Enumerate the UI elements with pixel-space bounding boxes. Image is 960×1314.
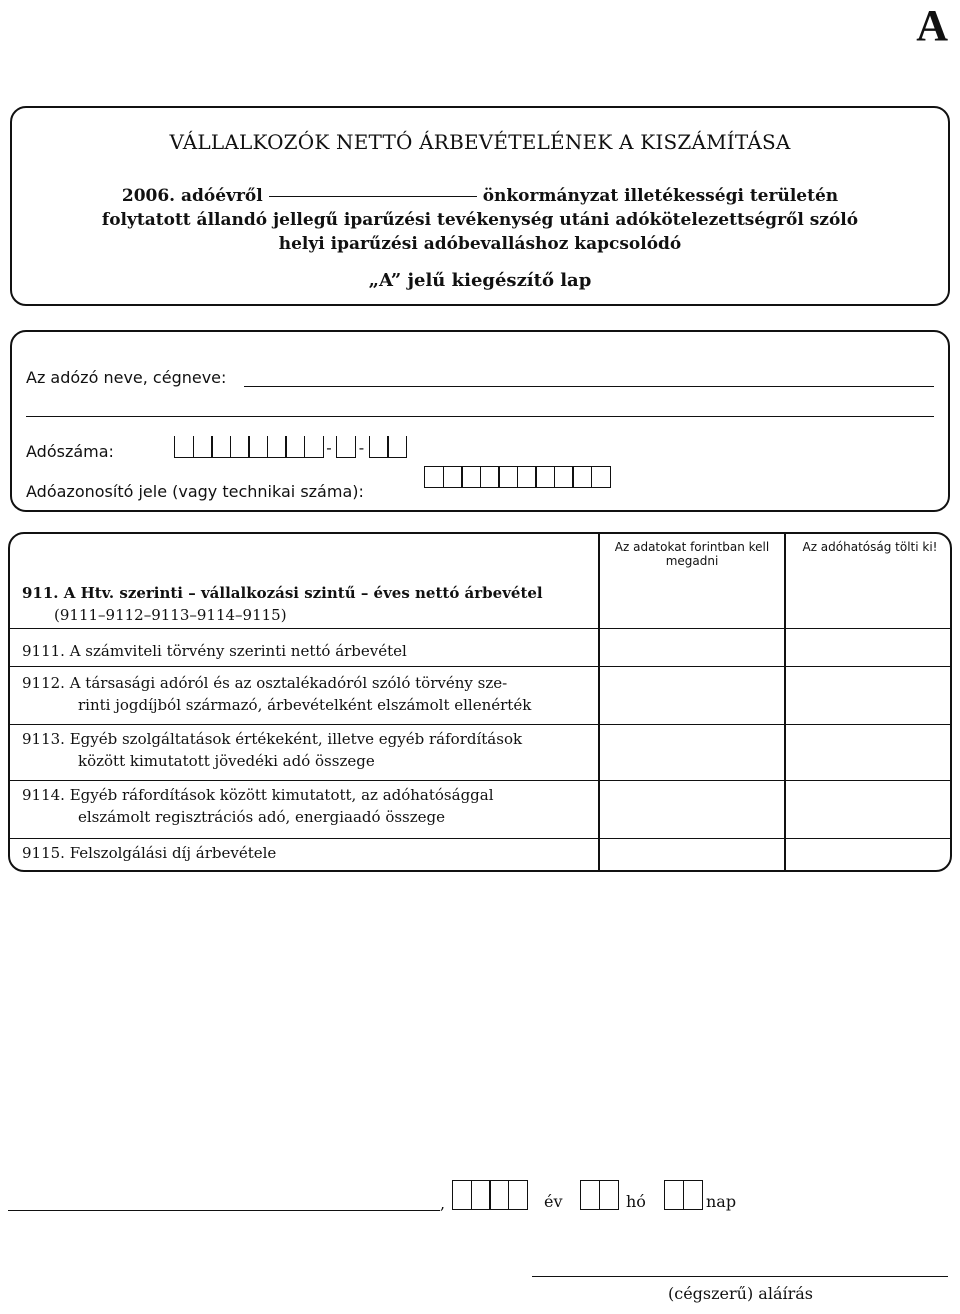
row-911-formula: (9111–9112–9113–9114–9115) [54, 606, 287, 624]
tax-number-digit[interactable] [193, 436, 213, 458]
row-9115-label: 9115. Felszolgálási díj árbevétele [22, 844, 277, 862]
supplement-sheet-label: „A” jelű kiegészítő lap [368, 270, 592, 291]
tax-id-digit[interactable] [424, 466, 444, 488]
form-letter-mark: A [916, 1, 948, 50]
tax-id-digit[interactable] [591, 466, 611, 488]
tax-number-cells[interactable] [174, 436, 406, 458]
tax-id-label: Adóazonosító jele (vagy technikai száma): [26, 482, 364, 501]
tax-year-text: 2006. adóévről [121, 186, 263, 206]
year-cells[interactable] [452, 1180, 526, 1210]
day-cells[interactable] [664, 1180, 701, 1210]
month-cells[interactable] [580, 1180, 617, 1210]
tax-number-digit[interactable] [285, 436, 305, 458]
row-9112-label: 9112. A társasági adóról és az osztalékadóról szóló törvény sze- [22, 674, 508, 692]
day-label: nap [706, 1192, 737, 1211]
row-divider [10, 780, 950, 781]
tax-id-digit[interactable] [554, 466, 574, 488]
tax-number-digit[interactable] [267, 436, 287, 458]
year-digit[interactable] [452, 1180, 472, 1210]
tax-number-digit[interactable] [336, 436, 356, 458]
tax-id-digit[interactable] [535, 466, 555, 488]
row-9113-label-cont: között kimutatott jövedéki adó összege [78, 752, 375, 770]
revenue-table [8, 532, 952, 872]
row-divider [10, 628, 950, 629]
date-comma: , [440, 1194, 446, 1213]
month-digit[interactable] [580, 1180, 600, 1210]
table-row [22, 640, 598, 662]
signature-label: (cégszerű) aláírás [668, 1284, 814, 1303]
row-divider [10, 838, 950, 839]
row-9113-label: 9113. Egyéb szolgáltatások értékeként, illetve egyéb ráfordítások [22, 730, 523, 748]
tax-number-digit[interactable] [387, 436, 407, 458]
jurisdiction-text: önkormányzat illetékességi területén [482, 186, 839, 206]
column-divider [784, 534, 786, 870]
tax-id-digit[interactable] [498, 466, 518, 488]
tax-id-digit[interactable] [461, 466, 481, 488]
title-box [10, 106, 950, 306]
form-heading: VÁLLALKOZÓK NETTÓ ÁRBEVÉTELÉNEK A KISZÁMÍTÁSA [169, 130, 791, 154]
row-9111-label: 9111. A számviteli törvény szerinti nettó árbevétel [22, 642, 407, 660]
tax-id-digit[interactable] [572, 466, 592, 488]
tax-id-digit[interactable] [517, 466, 537, 488]
year-label: év [544, 1192, 563, 1211]
table-row [22, 728, 598, 772]
year-digit[interactable] [508, 1180, 528, 1210]
table-row [22, 582, 598, 626]
municipality-blank[interactable] [269, 196, 477, 197]
tax-number-digit[interactable] [248, 436, 268, 458]
month-label: hó [626, 1192, 646, 1211]
taxpayer-name-field[interactable] [244, 386, 934, 387]
row-911-title: 911. A Htv. szerinti – vállalkozási szintű – éves nettó árbevétel [22, 584, 543, 602]
date-field [0, 1170, 960, 1220]
table-row [22, 672, 598, 716]
signature-field[interactable] [532, 1276, 948, 1277]
day-digit[interactable] [664, 1180, 684, 1210]
title-line-3: helyi iparűzési adóbevalláshoz kapcsolódó [278, 234, 682, 254]
tax-number-digit[interactable] [304, 436, 324, 458]
separator-dash: - [358, 437, 365, 457]
year-digit[interactable] [489, 1180, 509, 1210]
tax-id-digit[interactable] [443, 466, 463, 488]
separator-dash: - [326, 437, 332, 457]
table-row [22, 784, 598, 828]
year-digit[interactable] [471, 1180, 491, 1210]
forint-column-header: Az adatokat forintban kell megadni [614, 540, 770, 568]
authority-column-header: Az adóhatóság tölti ki! [802, 540, 938, 554]
tax-number-digit[interactable] [211, 436, 231, 458]
row-divider [10, 666, 950, 667]
place-field[interactable] [8, 1210, 440, 1211]
tax-number-digit[interactable] [174, 436, 194, 458]
tax-number-digit[interactable] [230, 436, 250, 458]
tax-number-digit[interactable] [369, 436, 389, 458]
row-9114-label: 9114. Egyéb ráfordítások között kimutatott, az adóhatósággal [22, 786, 494, 804]
row-9114-label-cont: elszámolt regisztrációs adó, energiaadó összege [78, 808, 446, 826]
tax-number-label: Adószáma: [26, 442, 114, 461]
column-divider [598, 534, 600, 870]
row-9112-label-cont: rinti jogdíjból származó, árbevételként elszámolt ellenérték [78, 696, 532, 714]
title-line-2: folytatott állandó jellegű iparűzési tevékenység utáni adókötelezettségről szóló [101, 210, 859, 230]
day-digit[interactable] [683, 1180, 703, 1210]
title-line-1 [12, 186, 948, 206]
taxpayer-box [10, 330, 950, 512]
tax-id-cells[interactable] [424, 466, 609, 488]
table-row [22, 842, 598, 864]
tax-id-digit[interactable] [480, 466, 500, 488]
taxpayer-name-label: Az adózó neve, cégneve: [26, 368, 227, 387]
row-divider [10, 724, 950, 725]
month-digit[interactable] [599, 1180, 619, 1210]
taxpayer-name-field-line-2[interactable] [26, 416, 934, 417]
